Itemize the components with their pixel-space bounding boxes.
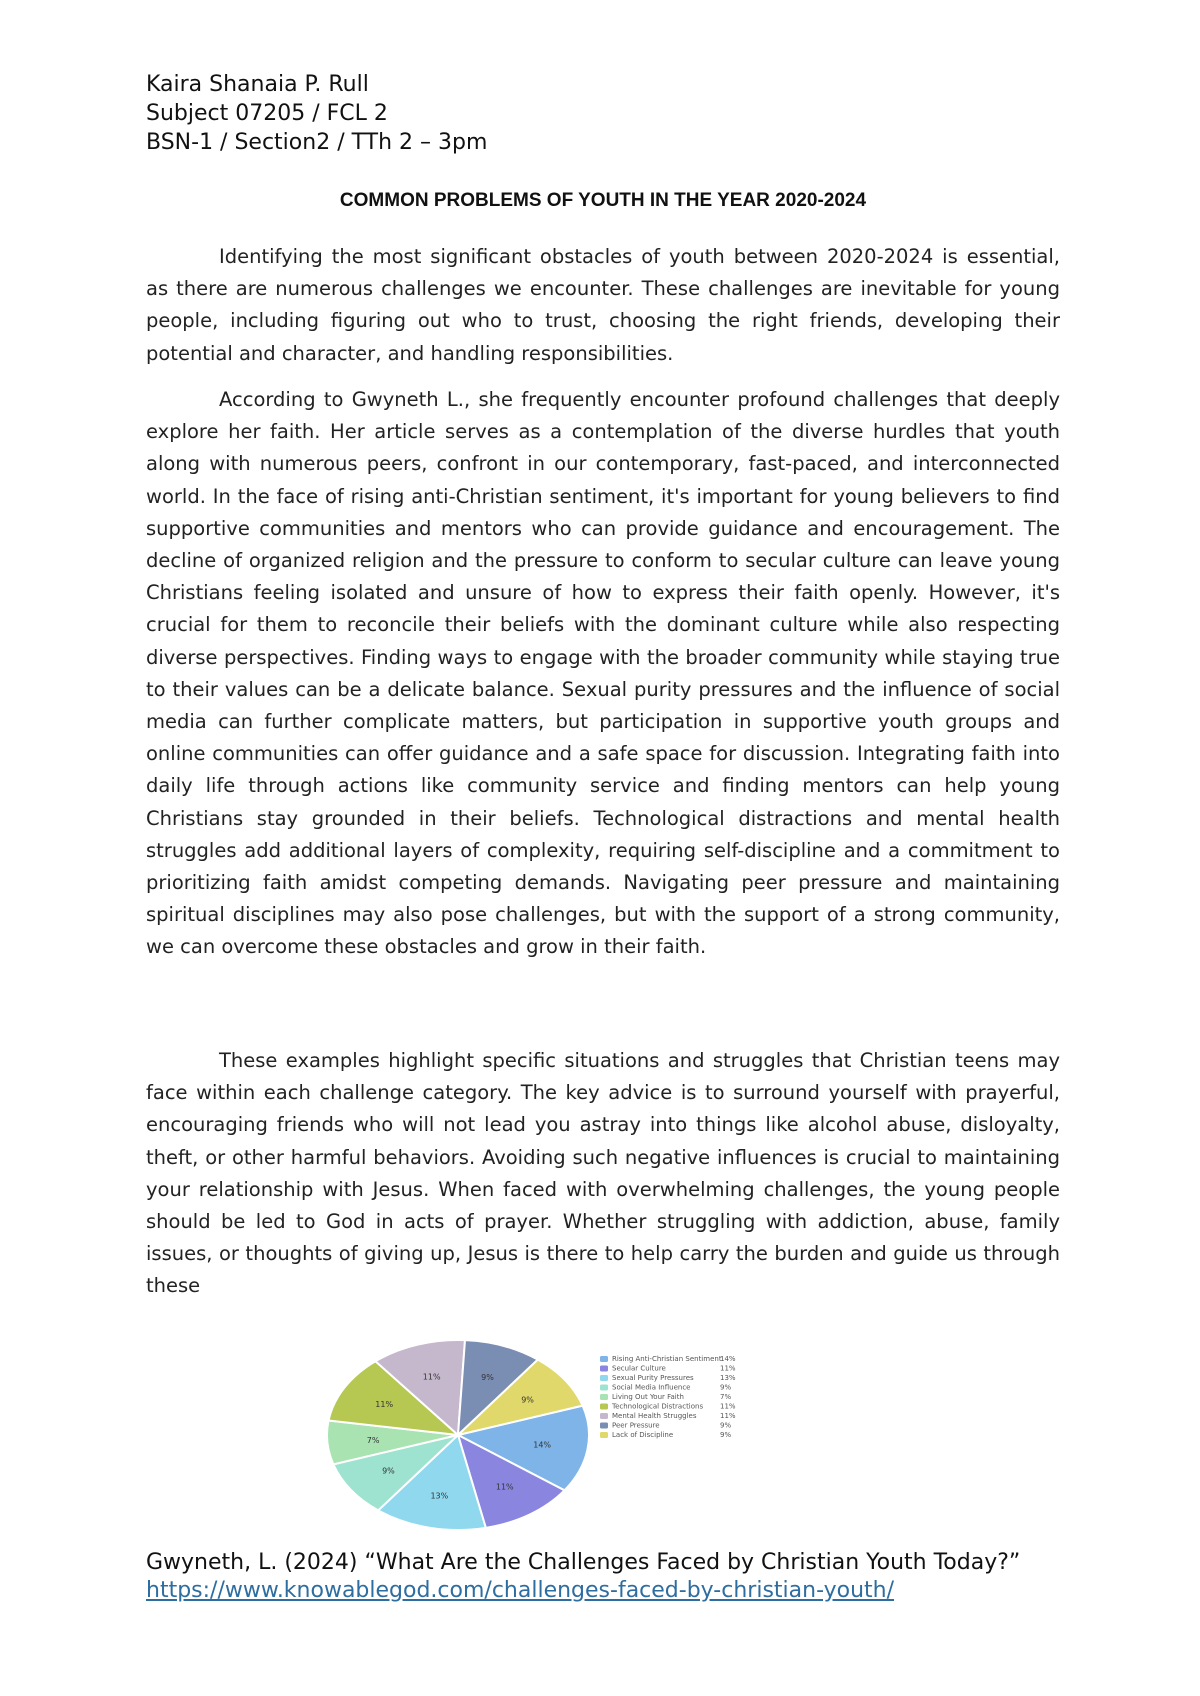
legend-value: 7% [720,1393,732,1401]
legend-value: 14% [720,1355,736,1363]
paragraph-examples: These examples highlight specific situations and struggles that Christian teens may face within each challenge category. The key advice is to surround yourself with prayerful, encouraging friends who will not lead you astray into things like alcohol abuse, disloyalty, theft, or other harmful behaviors. Avoiding such negative influences is crucial to maintaining your relationship with Jesus. When faced with overwhelming challenges, the young people should be led to God in acts of prayer. Whether struggling with addiction, abuse, family issues, or thoughts of giving up, Jesus is there to help carry the burden and guide us through these [146,1049,1060,1298]
pie-slice-label: 13% [430,1491,449,1501]
pie-slice-label: 9% [481,1373,494,1383]
paragraph-intro: Identifying the most significant obstacles of youth between 2020-2024 is essential, as there are numerous challenges we encounter. These challenges are inevitable for young people, including figuring out who to trust, choosing the right friends, developing their potential and character, and handling responsibilities. [146,245,1060,365]
pie-slice-label: 11% [422,1372,441,1382]
legend-value: 9% [720,1383,732,1392]
legend-swatch [600,1423,608,1429]
legend-value: 9% [720,1431,732,1439]
author-header [146,70,487,157]
pie-slice-label: 11% [375,1400,394,1410]
author-name: Kaira Shanaia P. Rull [146,72,369,97]
legend-swatch [600,1432,608,1438]
legend-swatch [600,1413,608,1419]
legend-swatch [600,1366,608,1372]
legend-label: Social Media Influence [612,1383,691,1392]
pie-legend [600,1355,736,1439]
legend-label: Sexual Purity Pressures [612,1374,694,1382]
legend-label: Rising Anti-Christian Sentiment [612,1355,722,1363]
legend-swatch [600,1394,608,1400]
pie-slice-label: 14% [533,1440,552,1450]
legend-value: 13% [720,1374,736,1382]
legend-swatch [600,1375,608,1381]
legend-label: Living Out Your Faith [612,1393,684,1401]
citation-link[interactable]: https://www.knowablegod.com/challenges-faced-by-christian-youth/ [146,1578,895,1603]
legend-value: 9% [720,1421,732,1430]
legend-label: Mental Health Struggles [612,1412,697,1420]
legend-swatch [600,1404,608,1410]
pie-slice-label: 7% [366,1435,380,1445]
legend-label: Secular Culture [612,1364,666,1373]
legend-value: 11% [720,1364,736,1373]
legend-value: 11% [720,1412,736,1420]
pie-slice-label: 9% [382,1466,395,1476]
pie-slice-label: 9% [521,1395,534,1405]
citation-text: Gwyneth, L. (2024) “What Are the Challenges Faced by Christian Youth Today?” [146,1550,1021,1575]
pie-chart [325,1335,795,1535]
pie-slice-label: 11% [495,1482,514,1492]
legend-swatch [600,1385,608,1391]
legend-swatch [600,1356,608,1362]
legend-value: 11% [720,1402,736,1411]
legend-label: Technological Distractions [612,1402,704,1411]
document-title: COMMON PROBLEMS OF YOUTH IN THE YEAR 2020-2024 [339,190,867,211]
legend-label: Lack of Discipline [612,1431,674,1439]
subject-line: Subject 07205 / FCL 2 [146,101,388,126]
legend-label: Peer Pressure [612,1421,660,1430]
citation [146,1549,1060,1605]
paragraph-body: According to Gwyneth L., she frequently encounter profound challenges that deeply explore her faith. Her article serves as a contemplation of the diverse hurdles that youth along with numerous peers, confront in our contemporary, fast-paced, and interconnected world. In the face of rising anti-Christian sentiment, it's important for young believers to find supportive communities and mentors who can provide guidance and encouragement. The decline of organized religion and the pressure to conform to secular culture can leave young Christians feeling isolated and unsure of how to express their faith openly. However, it's crucial for them to reconcile their beliefs with the dominant culture while also respecting diverse perspectives. Finding ways to engage with the broader community while staying true to their values can be a delicate balance. Sexual purity pressures and the influence of social media can further complicate matters, but participation in supportive youth groups and online communities can offer guidance and a safe space for discussion. Integrating faith into daily life through actions like community service and finding mentors can help young Christians stay grounded in their beliefs. Technological distractions and mental health struggles add additional layers of complexity, requiring self-discipline and a commitment to prioritizing faith amidst competing demands. Navigating peer pressure and maintaining spiritual disciplines may also pose challenges, but with the support of a strong community, we can overcome these obstacles and grow in their faith. [146,388,1060,959]
section-line: BSN-1 / Section2 / TTh 2 – 3pm [146,130,488,155]
